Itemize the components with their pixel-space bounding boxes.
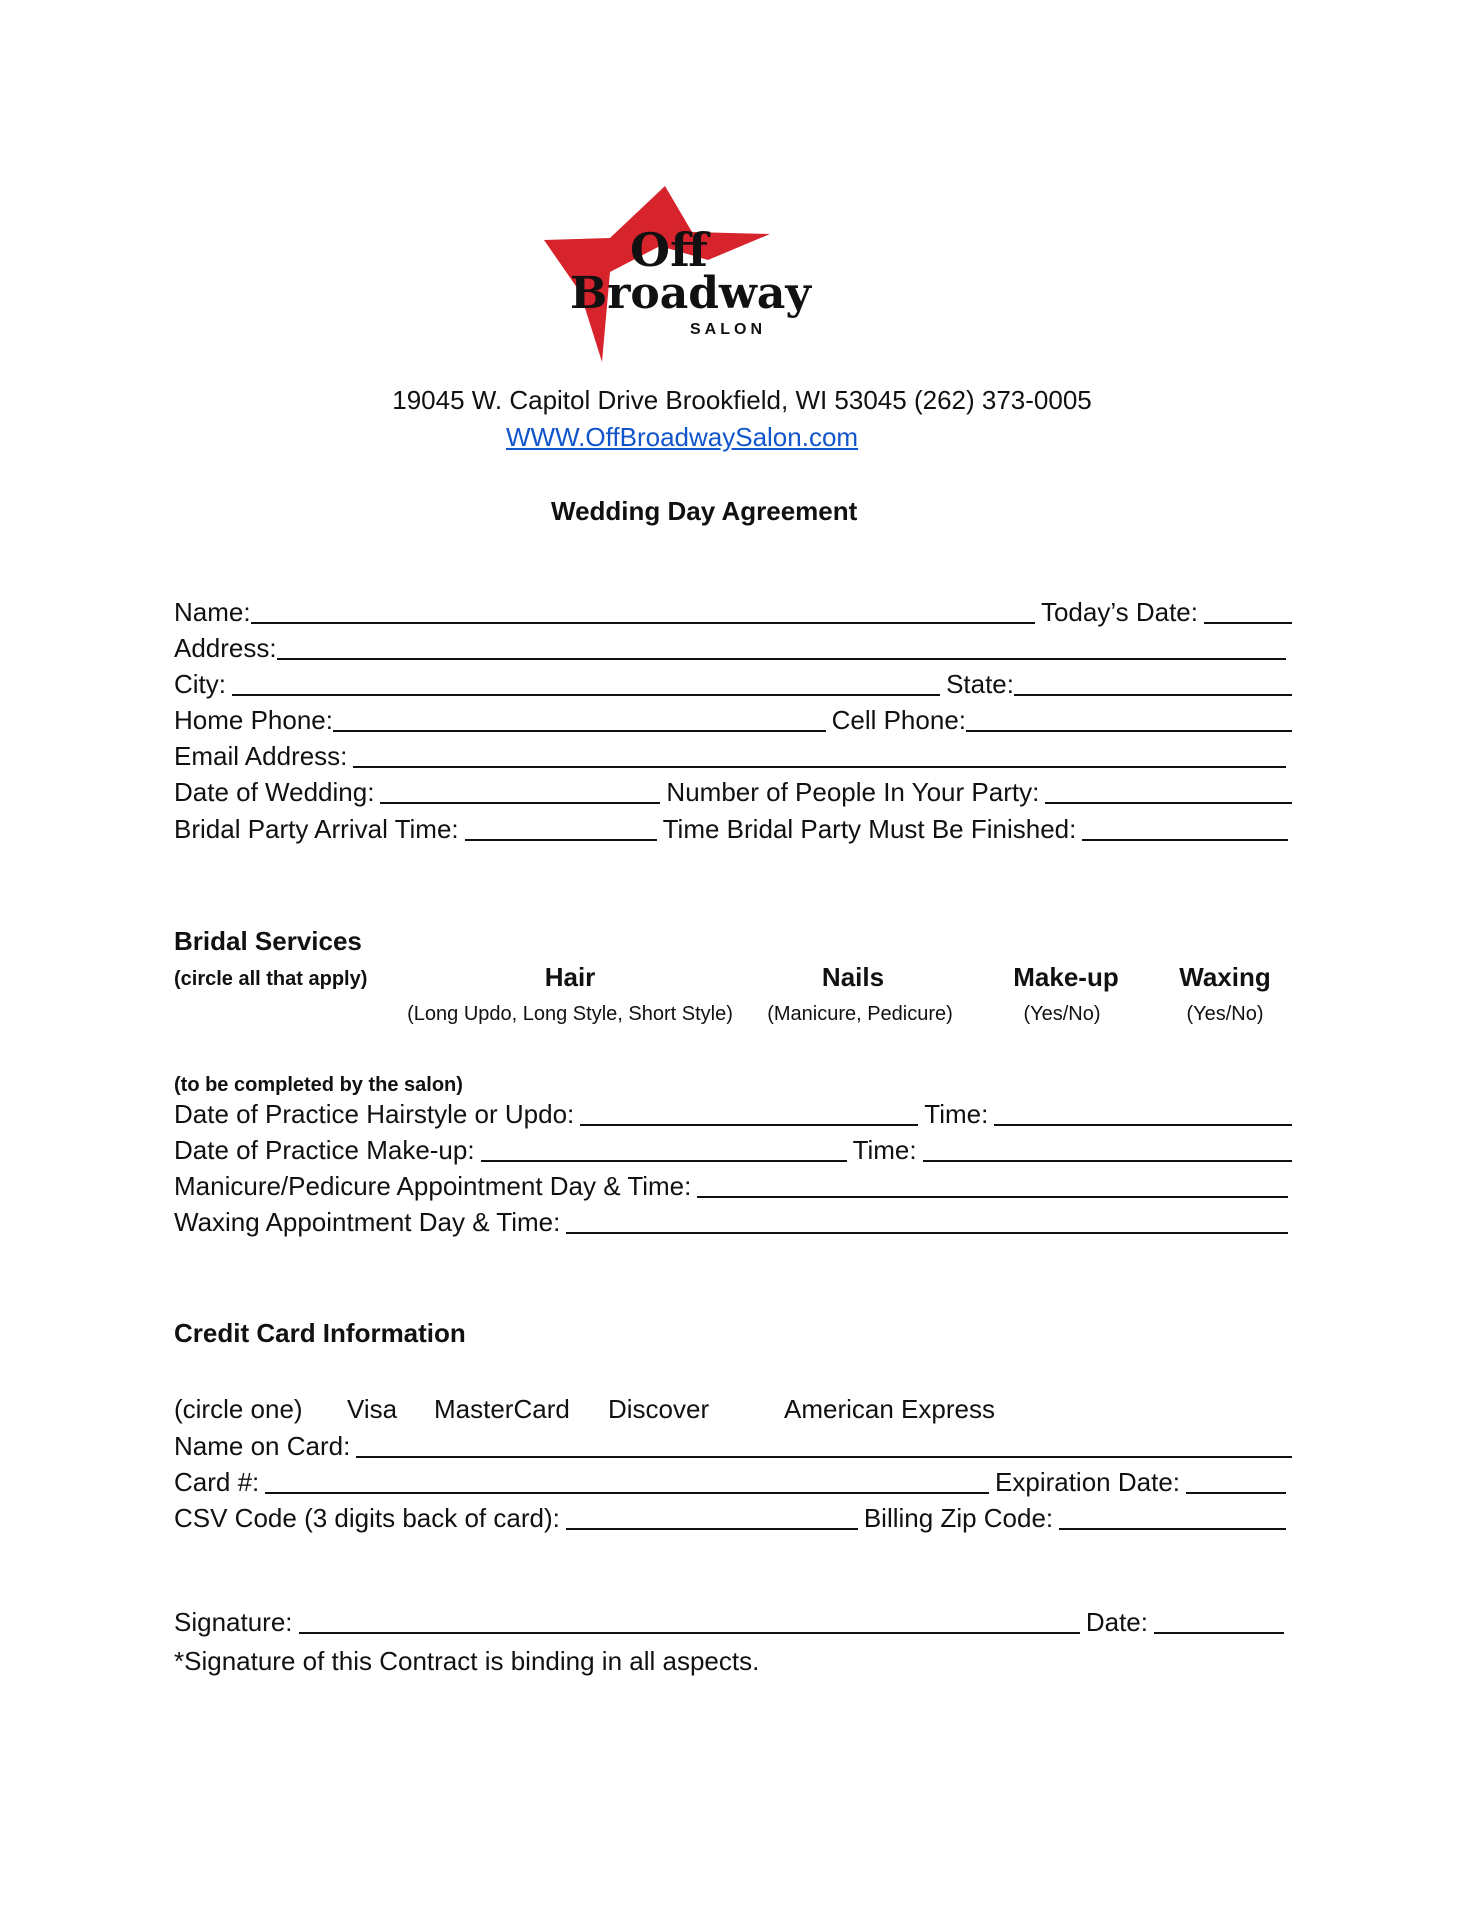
service-nails[interactable]	[755, 962, 965, 1026]
address-line: 19045 W. Capitol Drive Brookfield, WI 53045 (262) 373-0005	[392, 385, 1092, 415]
row-name-on-card	[174, 1432, 1292, 1462]
todays-date-field[interactable]	[1204, 622, 1292, 624]
row-name	[174, 598, 1292, 628]
address-label: Address:	[174, 633, 277, 663]
practice-makeup-label: Date of Practice Make-up:	[174, 1135, 475, 1165]
row-city-state	[174, 670, 1292, 700]
zip-field[interactable]	[1059, 1528, 1286, 1530]
city-label: City:	[174, 669, 226, 699]
service-makeup-name: Make-up	[1013, 962, 1119, 992]
practice-hair-time-label: Time:	[924, 1099, 989, 1129]
row-csv-zip	[174, 1504, 1292, 1534]
signature-field[interactable]	[299, 1632, 1080, 1634]
cell-phone-label: Cell Phone:	[831, 705, 966, 735]
party-size-label: Number of People In Your Party:	[666, 777, 1040, 807]
service-hair-options: (Long Updo, Long Style, Short Style)	[407, 1003, 733, 1025]
service-hair-name: Hair	[544, 962, 596, 992]
logo-line2: Broadway	[570, 268, 811, 319]
row-card-number	[174, 1468, 1292, 1498]
card-type-discover[interactable]: Discover	[608, 1394, 710, 1424]
todays-date-label: Today’s Date:	[1040, 597, 1198, 627]
mani-pedi-field[interactable]	[697, 1196, 1288, 1198]
home-phone-label: Home Phone:	[174, 705, 333, 735]
email-field[interactable]	[353, 766, 1286, 768]
salon-note: (to be completed by the salon)	[174, 1074, 463, 1096]
csv-label: CSV Code (3 digits back of card):	[174, 1503, 560, 1533]
card-number-label: Card #:	[174, 1467, 260, 1497]
signature-note: *Signature of this Contract is binding in all aspects.	[174, 1646, 760, 1676]
party-size-field[interactable]	[1045, 802, 1292, 804]
waxing-appt-label: Waxing Appointment Day & Time:	[174, 1207, 561, 1237]
state-field[interactable]	[1014, 694, 1292, 696]
practice-makeup-time-label: Time:	[852, 1135, 917, 1165]
practice-makeup-time-field[interactable]	[923, 1160, 1292, 1162]
practice-hair-field[interactable]	[580, 1124, 918, 1126]
date-of-wedding-field[interactable]	[380, 802, 660, 804]
signature-date-label: Date:	[1085, 1607, 1148, 1637]
row-address	[174, 634, 1292, 664]
row-email	[174, 742, 1292, 772]
expiration-field[interactable]	[1186, 1492, 1286, 1494]
csv-field[interactable]	[566, 1528, 858, 1530]
date-of-wedding-label: Date of Wedding:	[174, 777, 375, 807]
row-wedding	[174, 778, 1292, 808]
service-hair[interactable]	[380, 962, 760, 1026]
star-logo-icon	[540, 182, 830, 372]
signature-label: Signature:	[174, 1607, 293, 1637]
service-nails-options: (Manicure, Pedicure)	[767, 1003, 953, 1025]
home-phone-field[interactable]	[333, 730, 826, 732]
logo-line3: SALON	[690, 321, 766, 338]
logo-line1: Off	[630, 223, 708, 277]
signature-date-field[interactable]	[1154, 1632, 1284, 1634]
service-waxing[interactable]	[1160, 962, 1290, 1026]
circle-all-note: (circle all that apply)	[174, 968, 368, 990]
name-field[interactable]	[251, 622, 1035, 624]
finish-time-field[interactable]	[1082, 839, 1288, 841]
email-label: Email Address:	[174, 741, 348, 771]
cell-phone-field[interactable]	[966, 730, 1292, 732]
card-type-amex[interactable]: American Express	[784, 1394, 995, 1424]
name-on-card-field[interactable]	[356, 1456, 1292, 1458]
service-makeup-options: (Yes/No)	[1023, 1003, 1101, 1025]
name-on-card-label: Name on Card:	[174, 1431, 351, 1461]
row-waxing-appt	[174, 1208, 1292, 1238]
state-label: State:	[946, 669, 1014, 699]
city-field[interactable]	[232, 694, 940, 696]
expiration-label: Expiration Date:	[995, 1467, 1180, 1497]
service-nails-name: Nails	[821, 962, 885, 992]
card-type-row	[174, 1394, 995, 1425]
page-title: Wedding Day Agreement	[551, 496, 858, 526]
practice-hair-label: Date of Practice Hairstyle or Updo:	[174, 1099, 575, 1129]
practice-hair-time-field[interactable]	[994, 1124, 1292, 1126]
bridal-services-heading: Bridal Services	[174, 926, 362, 956]
row-mani-pedi	[174, 1172, 1292, 1202]
row-phones	[174, 706, 1292, 736]
finish-time-label: Time Bridal Party Must Be Finished:	[662, 814, 1077, 844]
row-times	[174, 815, 1292, 845]
row-practice-makeup	[174, 1136, 1292, 1166]
address-field[interactable]	[277, 658, 1286, 660]
service-makeup[interactable]	[1000, 962, 1130, 1026]
row-practice-hair	[174, 1100, 1292, 1130]
row-signature	[174, 1608, 1292, 1638]
mani-pedi-label: Manicure/Pedicure Appointment Day & Time:	[174, 1171, 692, 1201]
arrival-time-field[interactable]	[465, 839, 657, 841]
service-waxing-options: (Yes/No)	[1186, 1003, 1264, 1025]
credit-card-heading: Credit Card Information	[174, 1318, 466, 1348]
circle-one-label: (circle one)	[174, 1394, 303, 1424]
practice-makeup-field[interactable]	[481, 1160, 847, 1162]
waxing-appt-field[interactable]	[566, 1232, 1288, 1234]
zip-label: Billing Zip Code:	[863, 1503, 1054, 1533]
salon-logo	[540, 182, 830, 372]
card-number-field[interactable]	[265, 1492, 989, 1494]
arrival-time-label: Bridal Party Arrival Time:	[174, 814, 459, 844]
name-label: Name:	[174, 597, 251, 627]
service-waxing-name: Waxing	[1179, 962, 1271, 992]
website-link[interactable]: WWW.OffBroadwaySalon.com	[506, 422, 859, 452]
card-type-mastercard[interactable]: MasterCard	[434, 1394, 570, 1424]
card-type-visa[interactable]: Visa	[347, 1394, 398, 1424]
